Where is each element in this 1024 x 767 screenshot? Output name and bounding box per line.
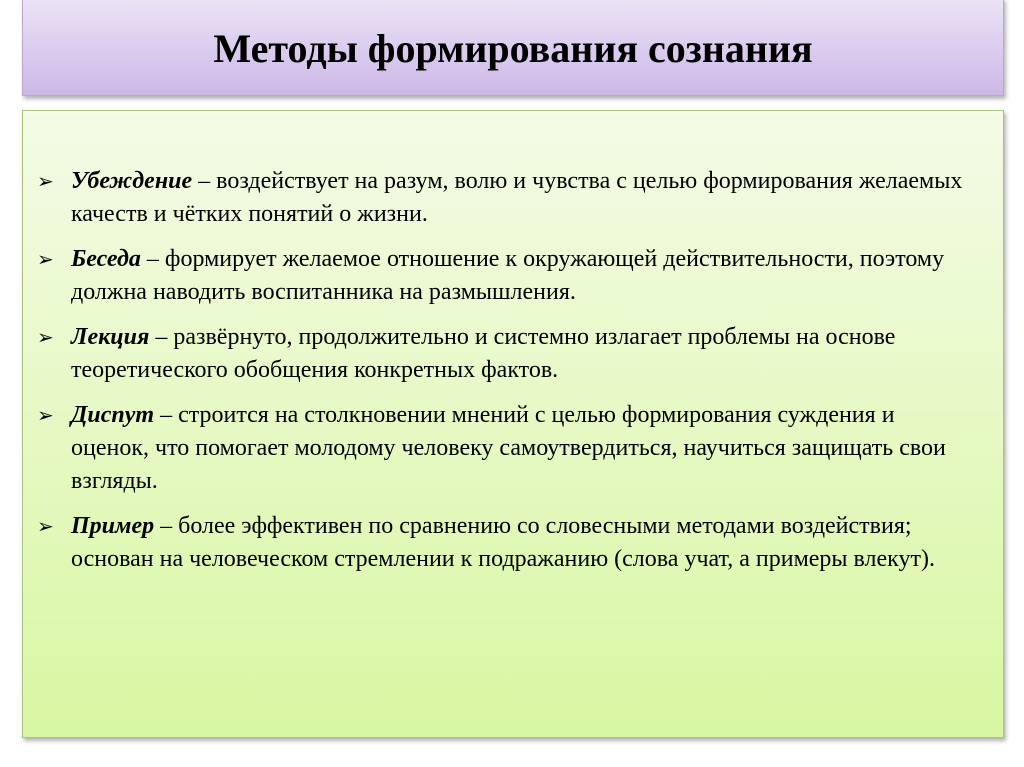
arrow-bullet-icon: ➢ [37,403,54,427]
arrow-bullet-icon: ➢ [37,514,54,538]
methods-list [37,165,967,588]
item-text: – более эффективен по сравнению со словесными методами воздействия; основан на человеческом стремлении к подражанию (слова учат, а примеры влекут). [71,513,935,572]
title-box [22,0,1004,96]
item-term: Пример [71,513,155,539]
item-term: Убеждение [71,168,193,194]
arrow-bullet-icon: ➢ [37,247,54,271]
list-item [37,399,967,498]
item-text: – воздействует на разум, волю и чувства с целью формирования желаемых качеств и чётких понятий о жизни. [71,168,963,227]
list-item [37,321,967,387]
content-box [22,110,1004,738]
list-item [37,510,967,576]
arrow-bullet-icon: ➢ [37,169,54,193]
item-term: Диспут [71,402,155,428]
item-term: Беседа [71,246,141,272]
item-text: – развёрнуто, продолжительно и системно излагает проблемы на основе теоретического обобщения конкретных фактов. [71,324,896,383]
slide-title: Методы формирования сознания [213,25,813,71]
arrow-bullet-icon: ➢ [37,325,54,349]
item-text: – формирует желаемое отношение к окружающей действительности, поэтому должна наводить воспитанника на размышления. [71,246,945,305]
list-item [37,165,967,231]
list-item [37,243,967,309]
item-term: Лекция [71,324,150,350]
item-text: – строится на столкновении мнений с целью формирования суждения и оценок, что помогает молодому человеку самоутвердиться, научиться защищать свои взгляды. [71,402,946,494]
